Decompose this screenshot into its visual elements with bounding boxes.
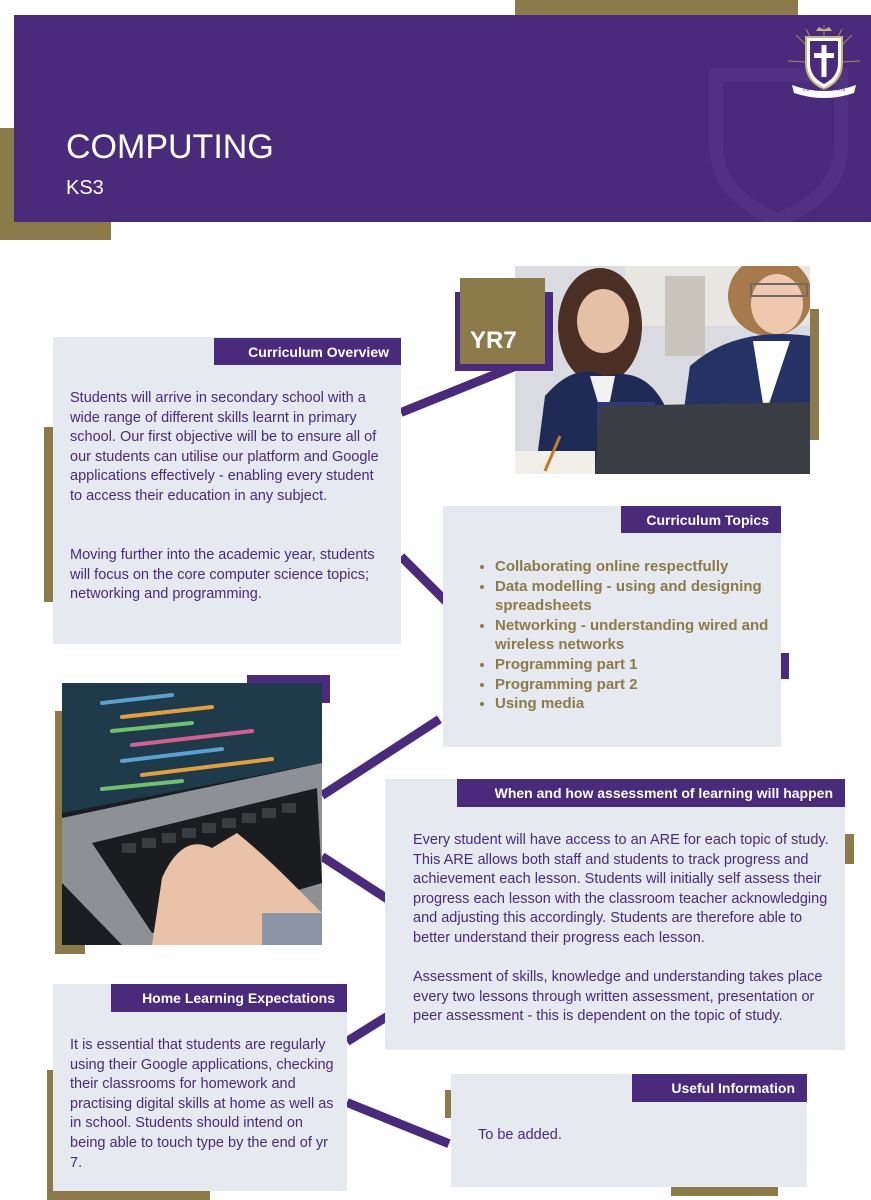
crest-motto: VIA · VERITAS · VITA	[802, 87, 846, 92]
useful-information-text: To be added.	[478, 1127, 562, 1143]
overview-accent-bar	[44, 427, 53, 602]
useful-information-heading: Useful Information	[632, 1074, 807, 1102]
photo-right-accent	[810, 309, 819, 440]
topic-item: • Networking - understanding wired and wireless networks	[495, 616, 769, 655]
header-top-accent	[515, 0, 798, 16]
connector-line	[320, 853, 392, 904]
topics-list	[469, 557, 769, 714]
topics-accent-bar	[780, 653, 789, 679]
home-learning-heading: Home Learning Expectations	[111, 984, 347, 1012]
curriculum-topics-panel	[443, 506, 781, 747]
connector-line	[345, 1098, 450, 1148]
assessment-paragraph-2: Assessment of skills, knowledge and understanding takes place every two lessons through written assessment, presentation or peer assessment - this is dependent on the topic of study.	[413, 969, 823, 1025]
topic-item: • Programming part 2	[495, 675, 769, 695]
assessment-paragraph-1: Every student will have access to an ARE for each topic of study. This ARE allows both staff and students to track progress and achievement each lesson. Students will initially self assess their progress each lesson with the classroom teacher acknowledging and adjusting this accordingly. Students are therefore able to better understand their progress each lesson.	[413, 832, 829, 946]
curriculum-overview-heading: Curriculum Overview	[214, 338, 401, 365]
assessment-accent-bar	[845, 834, 854, 864]
home-learning-paragraph: It is essential that students are regularly using their Google applications, checking their classrooms for homework and practising digital skills at home as well as in school. Students should intend on being able to touch type by the end of yr 7.	[70, 1037, 334, 1171]
curriculum-topics-heading: Curriculum Topics	[621, 506, 781, 533]
curriculum-overview-panel	[53, 337, 401, 644]
overview-paragraph-2: Moving further into the academic year, students will focus on the core computer science topics; networking and programming.	[70, 547, 375, 603]
year-badge-label: YR7	[470, 327, 517, 354]
page-title: COMPUTING	[66, 128, 274, 166]
assessment-panel	[385, 779, 845, 1050]
topic-item: • Collaborating online respectfully	[495, 557, 769, 577]
header-banner	[14, 15, 871, 222]
page-subtitle: KS3	[66, 177, 104, 199]
laptop-photo	[62, 683, 322, 945]
topic-item: • Programming part 1	[495, 655, 769, 675]
year-badge	[460, 278, 545, 364]
students-photo	[515, 266, 810, 474]
home-learning-panel	[53, 984, 347, 1191]
home-learning-bottom-accent	[47, 1191, 210, 1200]
assessment-heading: When and how assessment of learning will happen	[457, 779, 845, 807]
useful-info-bottom-accent	[671, 1187, 778, 1196]
topic-item: • Data modelling - using and designing spreadsheets	[495, 577, 769, 616]
topic-item: • Using media	[495, 694, 769, 714]
overview-paragraph-1: Students will arrive in secondary school with a wide range of different skills learnt in primary school. Our first objective will be to ensure all of our students can utilise our platform and Google applications effectively - enabling every student to access their education in any subject.	[70, 390, 379, 504]
